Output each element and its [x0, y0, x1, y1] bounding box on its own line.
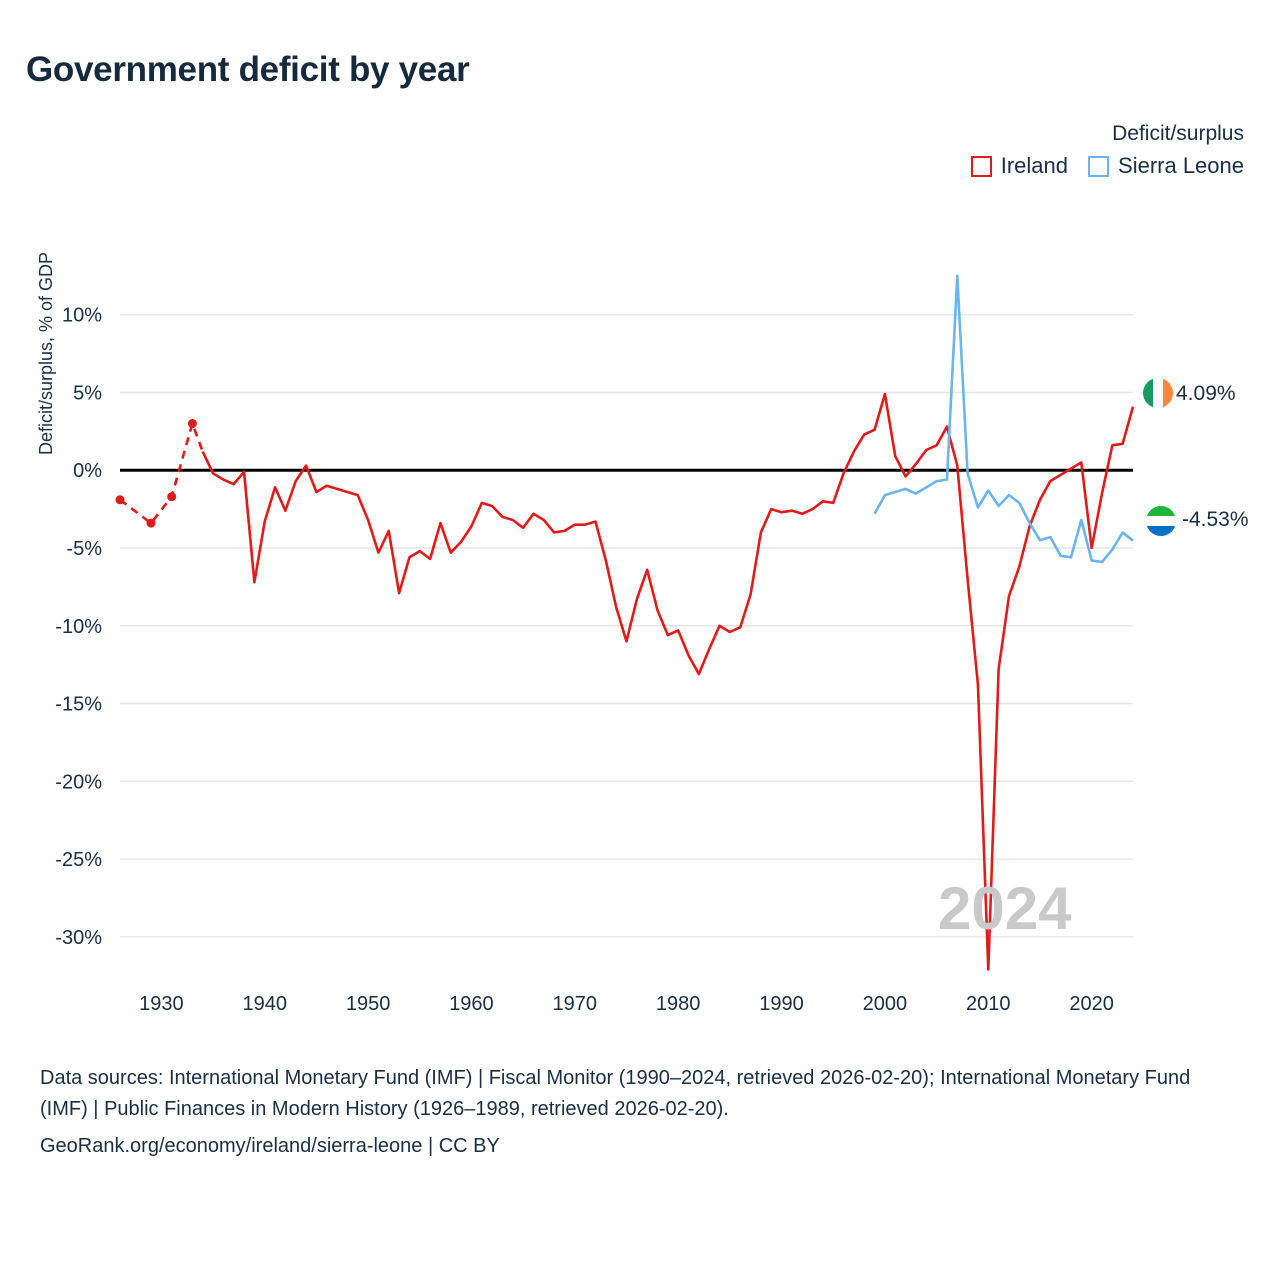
svg-text:1950: 1950 — [345, 993, 391, 1015]
svg-text:1960: 1960 — [449, 993, 494, 1015]
svg-text:10%: 10% — [61, 304, 102, 327]
svg-text:1990: 1990 — [759, 993, 804, 1015]
svg-text:0%: 0% — [73, 460, 102, 483]
page-title: Government deficit by year — [26, 50, 470, 89]
endpoint-label-sierra-leone: -4.53% — [1182, 508, 1249, 531]
svg-text:1940: 1940 — [242, 993, 287, 1015]
footer — [40, 1063, 1240, 1162]
series-line-ireland-early — [120, 424, 203, 524]
svg-text:5%: 5% — [73, 382, 102, 405]
svg-text:-20%: -20% — [55, 771, 102, 794]
svg-text:1930: 1930 — [139, 993, 184, 1015]
legend-title: Deficit/surplus — [1112, 122, 1244, 145]
endpoint-label-ireland: 4.09% — [1176, 382, 1236, 405]
y-axis-ticks — [55, 305, 102, 949]
svg-text:-25%: -25% — [55, 849, 102, 872]
svg-text:-30%: -30% — [55, 926, 102, 949]
gridlines — [120, 315, 1133, 937]
flag-sierra-leone-icon — [1146, 506, 1176, 536]
series-line-sierra-leone — [875, 276, 1133, 562]
svg-text:-15%: -15% — [55, 693, 102, 716]
svg-text:-10%: -10% — [55, 615, 102, 638]
legend-label-ireland: Ireland — [1000, 153, 1069, 178]
svg-text:2000: 2000 — [862, 993, 908, 1015]
year-watermark: 2024 — [938, 875, 1072, 942]
y-axis-title: Deficit/surplus, % of GDP — [36, 251, 56, 455]
svg-text:2010: 2010 — [966, 993, 1011, 1015]
svg-text:1970: 1970 — [552, 993, 598, 1015]
data-sources-text: Data sources: International Monetary Fund (IMF) | Fiscal Monitor (1990–2024, retrieved 2026-02-20); International Monetary Fund (IMF) | Public Finances in Modern History (1926–1989, retrieved 2026-02-20). — [40, 1067, 1191, 1120]
flag-ireland-icon — [1143, 378, 1173, 408]
series-markers-ireland — [116, 419, 197, 528]
legend-label-sierra-leone: Sierra Leone — [1118, 153, 1244, 178]
x-axis-ticks — [139, 993, 1114, 1015]
svg-text:1980: 1980 — [655, 993, 701, 1015]
svg-text:2020: 2020 — [1069, 993, 1114, 1015]
svg-text:-5%: -5% — [66, 538, 102, 560]
attribution-text: GeoRank.org/economy/ireland/sierra-leone | CC BY — [40, 1135, 500, 1157]
